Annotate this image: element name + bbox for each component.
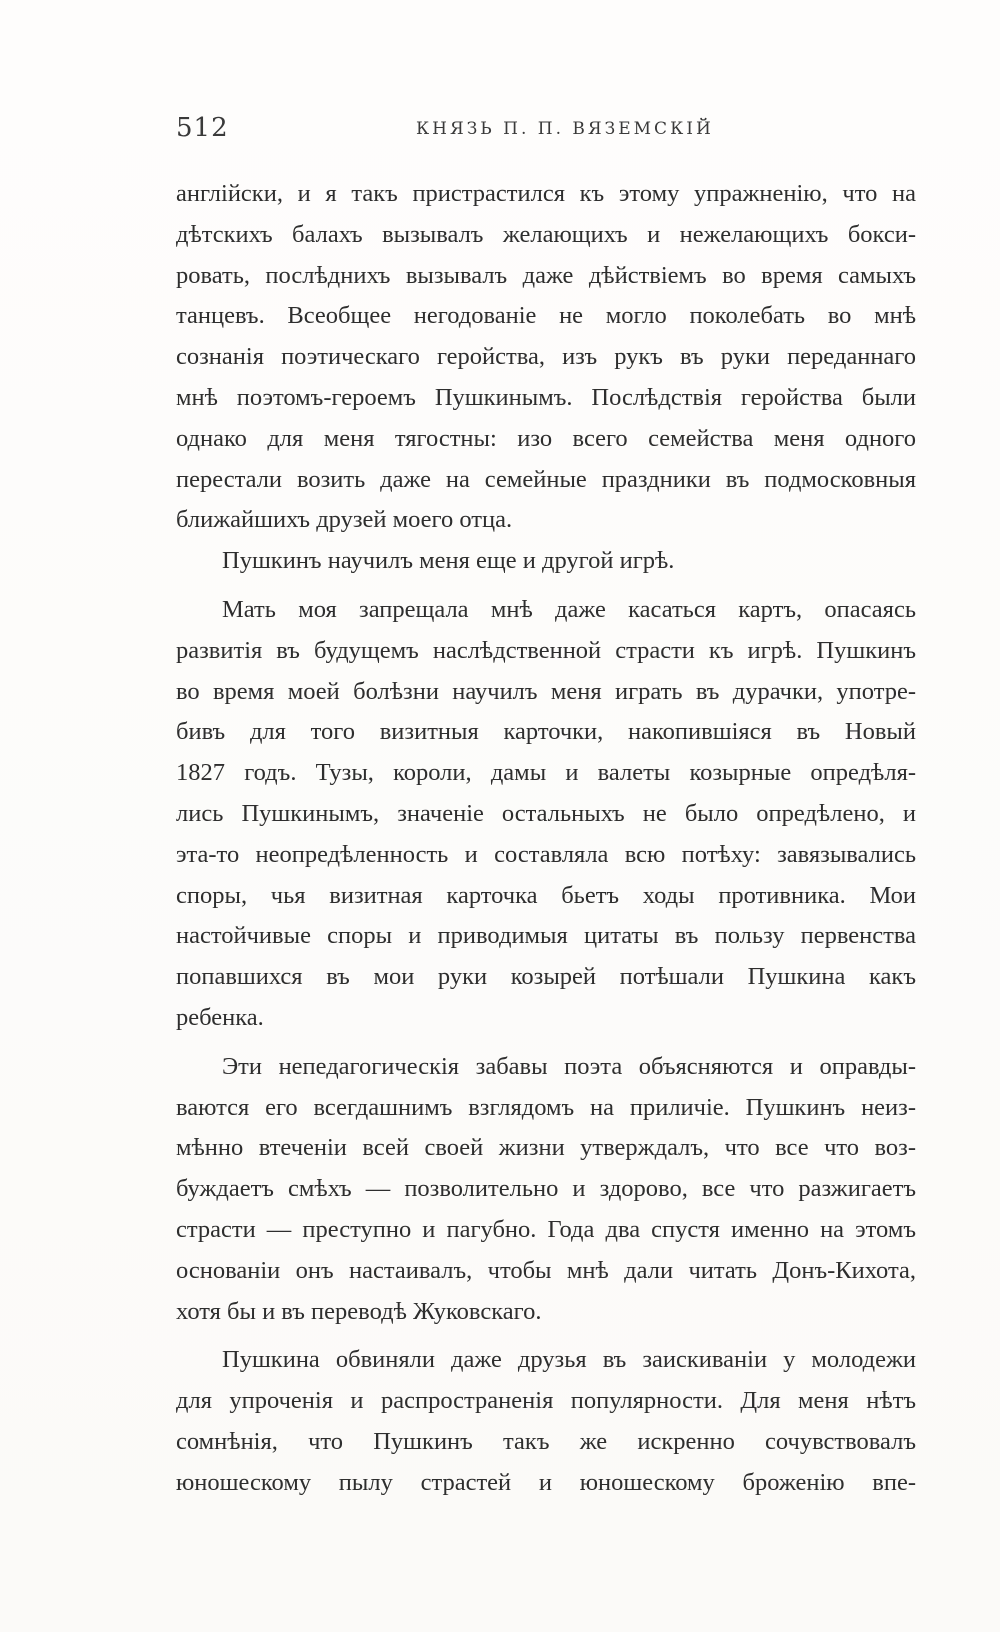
text-line: однако для меня тягостны: изо всего семейства меня одного <box>176 424 916 452</box>
text-line: ребенка. <box>176 1003 264 1031</box>
paragraph <box>176 541 916 582</box>
text-line: англійски, и я такъ пристрастился къ этому упражненію, что на <box>176 180 916 207</box>
text-line: Пушкинъ научилъ меня еще и другой игрѣ. <box>222 547 675 575</box>
text-line: перестали возить даже на семейные праздники въ подмосковныя <box>176 465 916 493</box>
paragraph <box>176 1340 916 1503</box>
text-line: сомнѣнія, что Пушкинъ такъ же искренно сочувствовалъ <box>176 1427 916 1455</box>
text-line: основаніи онъ настаивалъ, чтобы мнѣ дали читать Донъ-Кихота, <box>176 1256 916 1284</box>
text-line: эта-то неопредѣленность и составляла всю потѣху: завязывались <box>176 840 916 868</box>
text-line: ближайшихъ друзей моего отца. <box>176 506 513 534</box>
body-text <box>176 174 916 1504</box>
paragraph-gap <box>176 1332 916 1340</box>
text-line: ровать, послѣднихъ вызывалъ даже дѣйствіемъ во время самыхъ <box>176 261 916 289</box>
paragraph <box>176 174 916 541</box>
text-line: страсти — преступно и пагубно. Года два спустя именно на этомъ <box>176 1215 916 1243</box>
text-line: бивъ для того визитныя карточки, накопившіяся въ Новый <box>176 718 916 746</box>
text-line: Эти непедагогическія забавы поэта объясняются и оправды- <box>222 1052 916 1080</box>
text-line: развитія въ будущемъ наслѣдственной страсти къ игрѣ. Пушкинъ <box>176 636 916 664</box>
text-line: юношескому пылу страстей и юношескому броженію впе- <box>176 1468 916 1496</box>
text-line: дѣтскихъ балахъ вызывалъ желающихъ и нежелающихъ бокси- <box>176 220 916 248</box>
text-line: настойчивые споры и приводимыя цитаты въ пользу первенства <box>176 922 916 950</box>
text-line: хотя бы и въ переводѣ Жуковскаго. <box>176 1297 542 1325</box>
text-line: Пушкина обвиняли даже друзья въ заискиваніи у молодежи <box>222 1346 916 1374</box>
paragraph <box>176 1047 916 1333</box>
text-line: во время моей болѣзни научилъ меня играть въ дурачки, употре- <box>176 677 916 705</box>
text-line: 1827 годъ. Тузы, короли, дамы и валеты козырные опредѣля- <box>176 759 916 787</box>
text-line: Мать моя запрещала мнѣ даже касаться картъ, опасаясь <box>222 595 916 623</box>
text-line: для упроченія и распространенія популярности. Для меня нѣтъ <box>176 1387 916 1415</box>
text-line: лись Пушкинымъ, значеніе остальныхъ не было опредѣлено, и <box>176 799 916 827</box>
text-line: сознанія поэтическаго геройства, изъ рукъ въ руки переданнаго <box>176 343 916 371</box>
paragraph <box>176 590 916 1039</box>
text-line: попавшихся въ мои руки козырей потѣшали Пушкина какъ <box>176 963 916 991</box>
paragraph-gap <box>176 1039 916 1047</box>
running-head: КНЯЗЬ П. П. ВЯЗЕМСКІЙ <box>416 119 714 139</box>
text-line: ваются его всегдашнимъ взглядомъ на приличіе. Пушкинъ неиз- <box>176 1093 916 1121</box>
page-number: 512 <box>176 113 229 143</box>
text-line: мнѣ поэтомъ-героемъ Пушкинымъ. Послѣдствія геройства были <box>176 383 916 411</box>
page-header <box>176 113 916 153</box>
text-line: мѣнно втеченіи всей своей жизни утверждалъ, что все что воз- <box>176 1134 916 1162</box>
text-line: буждаетъ смѣхъ — позволительно и здорово, все что разжигаетъ <box>176 1175 916 1203</box>
text-line: танцевъ. Всеобщее негодованіе не могло поколебать во мнѣ <box>176 302 916 330</box>
paragraph-gap <box>176 582 916 590</box>
text-line: споры, чья визитная карточка бьетъ ходы противника. Мои <box>176 881 916 909</box>
